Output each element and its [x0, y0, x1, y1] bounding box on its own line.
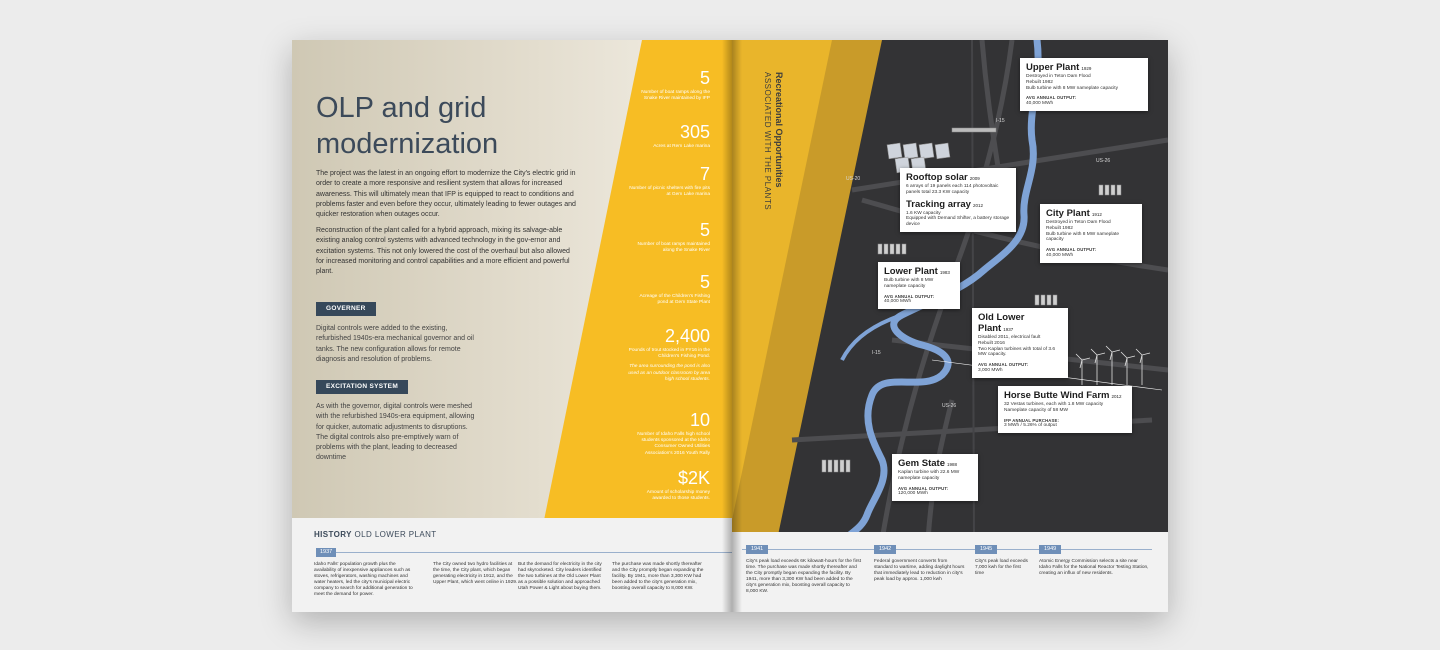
road-label: US-26: [1096, 158, 1111, 164]
history-title: HISTORY OLD LOWER PLANT: [314, 530, 437, 539]
history-paragraph: The City owned two hydro facilities at the time, the City plant, which began generating electricity in 1912, and the Upper Plant, which went online in 1929.: [433, 562, 518, 585]
stat-caption: Acres at Rem Lake marina: [653, 144, 710, 149]
history-strip: [292, 518, 732, 612]
road-label: US-20: [846, 176, 861, 182]
stat-number: 305: [679, 122, 710, 142]
stat-caption: Number of picnic shelters with fire pits at Gem Lake marina: [629, 186, 710, 198]
stat-number: 5: [699, 220, 710, 240]
stat-caption: Number of boat ramps maintained along the Snake River: [637, 242, 710, 254]
reconstruction-paragraph: Reconstruction of the plant called for a hybrid approach, mixing its salvage-able existing analog control systems with advanced technology in the gov-ernor and excitation systems. This not only lowered the cost of the overhaul but also allowed for increased monitoring and control capabilities and a more efficient and powerful plant.: [316, 227, 570, 276]
stat-item: [628, 122, 710, 150]
history-paragraph: City's peak load exceeds 7,000 kwh for the first time: [975, 559, 1028, 576]
stat-caption: Number of boat ramps along the Snake River maintained by IFP: [641, 90, 710, 102]
stat-item: [628, 68, 710, 102]
road-label: I-15: [996, 118, 1005, 124]
excitation-text: As with the governor, digital controls were meshed with the refurbished 1940s-era equipment, allowing for quicker, automatic adjustments to disruptions. The digital controls also pre-emptively warn of problems with the plant, leading to decreased downtime: [316, 403, 475, 462]
history-paragraph: Federal government converts from standard to wartime, adding daylight hours that immediately lead to reduction in city's peak load by approx. 1,000 kwh: [874, 559, 965, 582]
recreation-heading-subtitle: ASSOCIATED WITH THE PLANTS: [763, 72, 772, 211]
brochure-spread: [292, 40, 1168, 612]
history-paragraph: Idaho Falls' population growth plus the availability of inexpensive appliances such as stoves, refrigerators, washing machines and water heaters, led the city's municipal electric company to search for additional generation to meet the demand for power.: [314, 562, 413, 597]
excitation-label: EXCITATION SYSTEM: [316, 380, 408, 394]
lower-plant-callout: Lower Plant 1983 Bulb turbine with 8 MW nameplate capacity AVG ANNUAL OUTPUT: 40,000 MWh: [878, 262, 960, 309]
stat-item: [628, 326, 710, 383]
upper-plant-callout: Upper Plant 1929 Destroyed in Teton Dam Flood Rebuilt 1982 Bulb turbine with 8 MW nameplate capacity AVG ANNUAL OUTPUT: 40,000 MWh: [1020, 58, 1148, 111]
history-year: 1949: [1039, 545, 1061, 554]
stat-number: 10: [689, 410, 710, 430]
recreation-heading: [762, 72, 784, 252]
history-paragraph: Atomic Energy Commission selects a site near Idaho Falls for the National Reactor Testing Station, creating an influx of new residents.: [1039, 559, 1149, 576]
stat-caption-note: The area surrounding the pond is also used as an outdoor classroom by area high school students.: [628, 364, 710, 382]
wind-farm-callout: Horse Butte Wind Farm 2012 32 Vestas turbines, each with 1.8 MW capacity Nameplate capacity of 58 MW IFP ANNUAL PURCHASE: 3 MWh / 5.26% of output: [998, 386, 1132, 433]
road-label: I-15: [872, 350, 881, 356]
history-year: 1937: [316, 548, 336, 557]
stat-caption: Number of Idaho Falls high school students sponsored at the Idaho Consumer Owned Utilities Association's 2016 Youth Rally: [637, 432, 710, 456]
right-history-strip: [732, 532, 1168, 612]
history-year: 1942: [874, 545, 896, 554]
history-paragraph: But the demand for electricity in the city had skyrocketed. City leaders identified the two turbines at the Old Lower Plant as a possible solution and approached Utah Power & Light about buying them.: [518, 562, 602, 591]
stat-number: 7: [699, 164, 710, 184]
stat-item: [628, 272, 710, 306]
history-paragraph: City's peak load exceeds 6K kilowatt-hours for the first time. The purchase was made shortly thereafter and the City promptly began expanding the facility. By 1941, more than 3,300 KW had been added to the city's generation mix, boosting overall capacity to 8,000 KW.: [746, 559, 862, 594]
stat-item: [628, 410, 710, 457]
stat-item: [628, 468, 710, 502]
stat-number: 5: [699, 68, 710, 88]
governor-label: GOVERNER: [316, 302, 376, 316]
governor-text: Digital controls were added to the existing, refurbished 1940s-era mechanical governor and oil tanks. The new configuration allows for remote diagnosis and resolution of problems.: [316, 325, 474, 363]
gem-state-callout: Gem State 1988 Kaplan turbine with 22.6 MW nameplate capacity AVG ANNUAL OUTPUT: 120,000 MWh: [892, 454, 978, 501]
timeline-line: [742, 549, 1152, 550]
rooftop-solar-callout: Rooftop solar 2009 6 arrays of 19 panels each 114 photovoltaic panels total 23.3 KW capacity Tracking array 2012 1.6 KW capacity Equipped with Demand Shifter, a battery storage device: [900, 168, 1016, 232]
stat-number: 2,400: [664, 326, 710, 346]
intro-paragraph: The project was the latest in an ongoing effort to modernize the City's electric grid in order to create a more responsive and resilient system that allows for increased awareness. This will ultimately mean that IFP is equipped to react to conditions and problems faster and even before they occur, ultimately leading to fewer outages and quicker restoration when outages occur.: [316, 170, 576, 219]
page-title: OLP and grid modernization: [316, 92, 499, 160]
recreation-heading-title: Recreational Opportunities: [774, 72, 784, 188]
stat-number: 5: [699, 272, 710, 292]
stat-item: [628, 220, 710, 254]
stat-caption: Pounds of trout stocked in FY16 in the Children's Fishing Pond.: [628, 348, 710, 360]
left-page: [292, 40, 732, 612]
road-label: US-26: [942, 403, 957, 409]
stat-number: $2K: [677, 468, 710, 488]
history-year: 1941: [746, 545, 768, 554]
history-paragraph: The purchase was made shortly thereafter and the City promptly began expanding the facility. By 1941, more than 3,300 KW had been added to the city's generation mix, boosting overall capacity to 8,000 KW.: [612, 562, 704, 591]
city-plant-callout: City Plant 1912 Destroyed in Teton Dam Flood Rebuilt 1982 Bulb turbine with 8 MW nameplate capacity AVG ANNUAL OUTPUT: 40,000 MWh: [1040, 204, 1142, 263]
stat-caption: Amount of scholarship money awarded to those students.: [646, 490, 710, 502]
history-year: 1945: [975, 545, 997, 554]
stat-caption: Acreage of the Children's Fishing pond at Gem State Plant: [639, 294, 710, 306]
old-lower-plant-callout: Old Lower Plant 1937 Disabled 2011, electrical fault Rebuilt 2016 Two Kaplan turbines with total of 3.6 MW capacity. AVG ANNUAL OUTPUT: 3,000 MWh: [972, 308, 1068, 378]
stat-item: [628, 164, 710, 198]
right-page: [732, 40, 1168, 612]
timeline-line: [336, 552, 732, 553]
